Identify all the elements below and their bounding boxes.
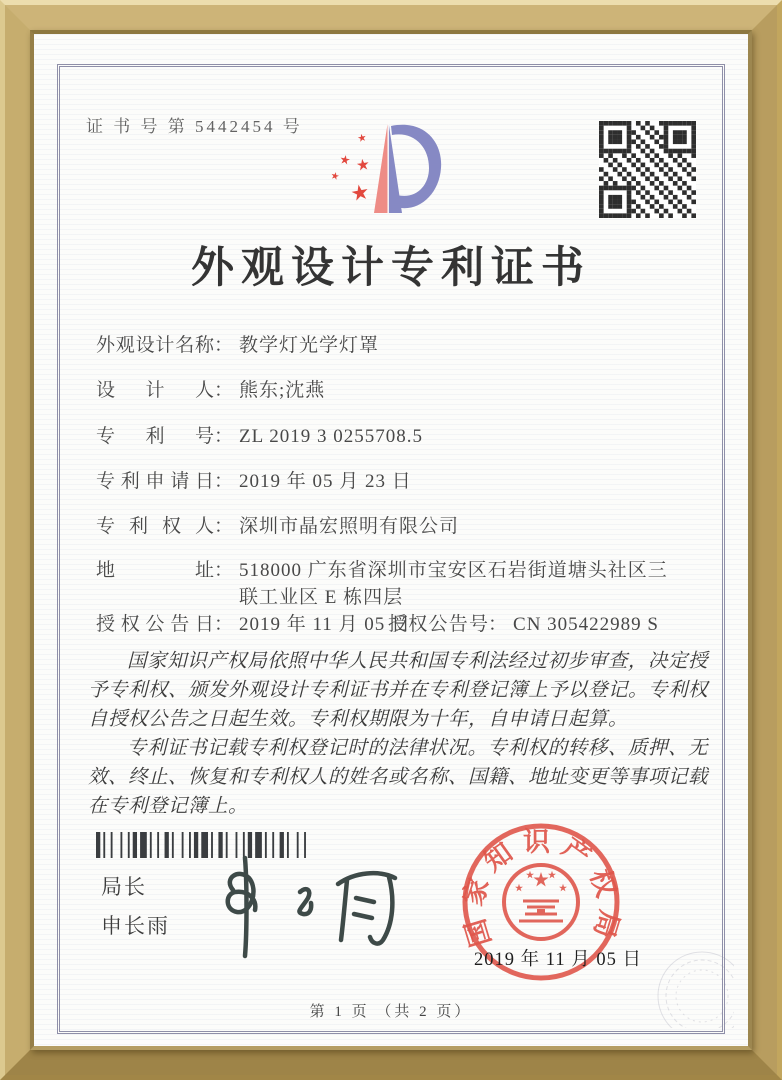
field-colon: ： xyxy=(214,426,234,447)
field-colon: ： xyxy=(214,560,234,581)
field-label: 专利权人 xyxy=(96,516,214,537)
field-value: 518000 广东省深圳市宝安区石岩街道塘头社区三联工业区 E 栋四层 xyxy=(239,560,668,608)
page-number: 第 1 页 （共 2 页） xyxy=(309,1004,473,1020)
field-colon: ： xyxy=(214,335,234,356)
certificate-title: 外观设计专利证书 xyxy=(191,245,591,292)
field-label: 专利号 xyxy=(96,426,214,447)
field-value: ZL 2019 3 0255708.5 xyxy=(239,426,424,447)
field-label: 外观设计名称 xyxy=(96,335,214,356)
field-colon: ： xyxy=(488,614,508,635)
field-value: 教学灯光学灯罩 xyxy=(239,335,380,356)
seal-ring-text: 国家知识产权局 xyxy=(457,827,625,951)
grant-date-value: 2019 年 11 月 05 日 xyxy=(239,614,412,635)
field-colon: ： xyxy=(214,471,234,492)
issuer-title: 局长 xyxy=(101,876,147,899)
paragraph-1: 国家知识产权局依照中华人民共和国专利法经过初步审查，决定授予专利权、颁发外观设计专利证书并在专利登记簿上予以登记。专利权自授权公告之日起生效。专利权期限为十年，自申请日起算。 xyxy=(88,651,709,730)
field-colon: ： xyxy=(214,614,234,635)
field-colon: ： xyxy=(214,380,234,401)
field-value: 深圳市晶宏照明有限公司 xyxy=(239,516,460,537)
paragraph-2: 专利证书记载专利权登记时的法律状况。专利权的转移、质押、无效、终止、恢复和专利权人的姓名或名称、国籍、地址变更等事项记载在专利登记簿上。 xyxy=(88,738,709,817)
field-label: 设计人 xyxy=(96,380,214,401)
field-label: 授权公告号 xyxy=(388,614,488,635)
field-label: 授权公告日 xyxy=(96,614,214,635)
field-label: 地址 xyxy=(96,560,214,581)
frame-inner-lip xyxy=(30,30,752,1050)
certificate-number: 证 书 号 第 5442454 号 xyxy=(86,117,303,136)
field-label: 专利申请日 xyxy=(96,471,214,492)
issuer-name: 申长雨 xyxy=(101,915,170,938)
field-colon: ： xyxy=(214,516,234,537)
field-value: 2019 年 05 月 23 日 xyxy=(239,471,412,492)
seal-date: 2019 年 11 月 05 日 xyxy=(474,950,642,970)
field-value: 熊东;沈燕 xyxy=(239,380,326,401)
grant-number-value: CN 305422989 S xyxy=(513,614,659,635)
